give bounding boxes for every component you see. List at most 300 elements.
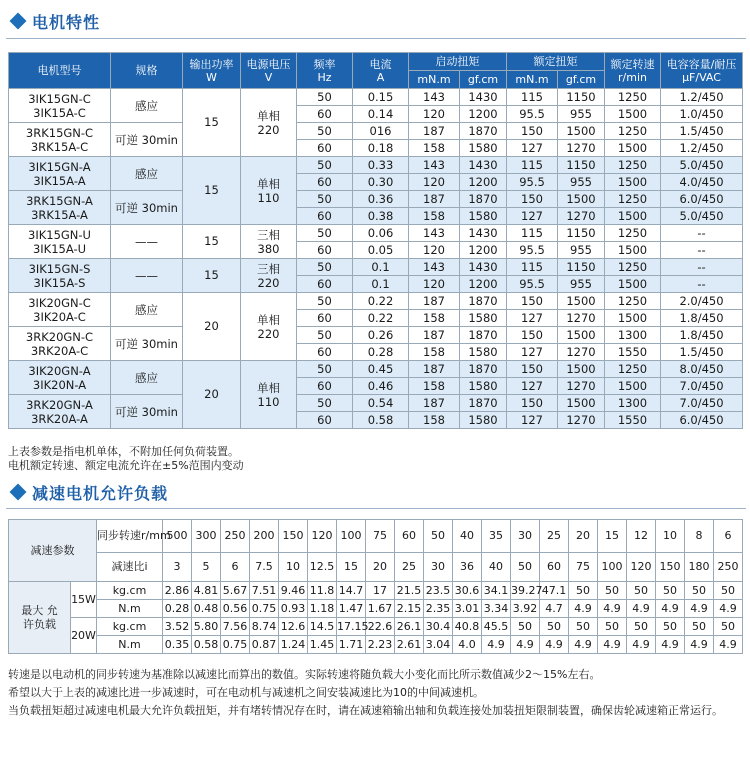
load-value-cell: 3.04 (424, 636, 453, 654)
frequency-cell: 50 (297, 225, 353, 242)
header-spec: 规格 (111, 53, 183, 89)
rated-speed-cell: 1500 (605, 276, 661, 293)
load-value-cell: 50 (685, 618, 714, 636)
sync-speed-cell: 6 (714, 520, 743, 553)
load-value-cell: 1.24 (279, 636, 308, 654)
current-cell: 0.38 (353, 208, 409, 225)
unit-cell: kg.cm (97, 618, 163, 636)
current-cell: 0.36 (353, 191, 409, 208)
load-value-cell: 22.6 (366, 618, 395, 636)
load-value-cell: 0.75 (250, 600, 279, 618)
start-torque-gfcm-cell: 1580 (460, 140, 507, 157)
start-torque-mnm-cell: 158 (409, 140, 460, 157)
capacitor-cell: 8.0/450 (661, 361, 743, 378)
load-value-cell: 50 (627, 582, 656, 600)
load-value-cell: 4.9 (511, 636, 540, 654)
ratio-cell: 40 (482, 553, 511, 582)
load-value-cell: 50 (598, 618, 627, 636)
param-label: 减速参数 (9, 520, 97, 582)
load-value-cell: 5.67 (221, 582, 250, 600)
load-value-cell: 4.0 (453, 636, 482, 654)
rated-torque-mnm-cell: 127 (507, 140, 558, 157)
footnote: 希望以大于上表的减速比进一步减速时，可在电动机与减速机之间安装减速比为10的中间减速机。 (8, 686, 484, 699)
ratio-label: 减速比i (97, 553, 163, 582)
capacitor-cell: 1.5/450 (661, 123, 743, 140)
start-torque-gfcm-cell: 1580 (460, 378, 507, 395)
power-cell: 15 (183, 89, 241, 157)
start-torque-mnm-cell: 187 (409, 361, 460, 378)
rated-torque-gfcm-cell: 1150 (558, 225, 605, 242)
start-torque-mnm-cell: 143 (409, 259, 460, 276)
ratio-cell: 120 (627, 553, 656, 582)
footnote: 当负载扭矩超过减速电机最大允许负载扭矩，并有堵转情况存在时，请在减速箱输出轴和负载连接处加装扭矩限制装置，确保齿轮减速箱正常运行。 (8, 704, 723, 717)
load-value-cell: 50 (511, 618, 540, 636)
current-cell: 0.33 (353, 157, 409, 174)
rated-torque-gfcm-cell: 1500 (558, 327, 605, 344)
rated-torque-mnm-cell: 95.5 (507, 174, 558, 191)
motor-specs-body (9, 89, 743, 429)
current-cell: 0.14 (353, 106, 409, 123)
rated-torque-gfcm-cell: 1270 (558, 344, 605, 361)
ratio-cell: 3 (163, 553, 192, 582)
current-cell: 0.05 (353, 242, 409, 259)
sync-speed-cell: 60 (395, 520, 424, 553)
frequency-cell: 60 (297, 412, 353, 429)
current-cell: 016 (353, 123, 409, 140)
ratio-cell: 25 (395, 553, 424, 582)
sync-speed-cell: 30 (511, 520, 540, 553)
load-value-cell: 50 (540, 618, 569, 636)
sync-speed-cell: 50 (424, 520, 453, 553)
load-value-cell: 0.35 (163, 636, 192, 654)
load-value-cell: 4.9 (685, 600, 714, 618)
model-cell: 3RK15GN-C 3RK15A-C (9, 123, 111, 157)
load-value-cell: 0.87 (250, 636, 279, 654)
ratio-cell: 12.5 (308, 553, 337, 582)
ratio-cell: 180 (685, 553, 714, 582)
load-value-cell: 50 (656, 582, 685, 600)
voltage-cell: 单相 220 (241, 293, 297, 361)
rated-torque-mnm-cell: 127 (507, 344, 558, 361)
load-value-cell: 3.52 (163, 618, 192, 636)
rated-speed-cell: 1250 (605, 259, 661, 276)
power-cell: 15 (183, 157, 241, 225)
load-value-cell: 14.5 (308, 618, 337, 636)
capacitor-cell: 5.0/450 (661, 157, 743, 174)
spec-cell: 感应 (111, 157, 183, 191)
load-value-cell: 0.48 (192, 600, 221, 618)
footnote: 转速是以电动机的同步转速为基准除以减速比而算出的数值。实际转速将随负载大小变化而比所示数值减少2～15%左右。 (8, 668, 601, 681)
sync-speed-cell: 25 (540, 520, 569, 553)
unit-cell: N.m (97, 636, 163, 654)
load-value-cell: 30.6 (453, 582, 482, 600)
load-value-cell: 50 (598, 582, 627, 600)
rated-torque-gfcm-cell: 1150 (558, 259, 605, 276)
capacitor-cell: 7.0/450 (661, 378, 743, 395)
current-cell: 0.1 (353, 276, 409, 293)
rated-speed-cell: 1250 (605, 123, 661, 140)
unit-cell: N.m (97, 600, 163, 618)
current-cell: 0.06 (353, 225, 409, 242)
load-value-cell: 17.15 (337, 618, 366, 636)
load-value-cell: 4.9 (569, 636, 598, 654)
table-row (9, 225, 743, 242)
start-torque-gfcm-cell: 1580 (460, 412, 507, 429)
power-cell: 20 (183, 361, 241, 429)
load-value-cell: 4.9 (569, 600, 598, 618)
rated-speed-cell: 1550 (605, 344, 661, 361)
current-cell: 0.22 (353, 293, 409, 310)
load-value-cell: 4.9 (482, 636, 511, 654)
rated-torque-mnm-cell: 115 (507, 225, 558, 242)
ratio-cell: 75 (569, 553, 598, 582)
header-start-torque: 启动扭矩 (409, 53, 507, 71)
spec-cell: —— (111, 259, 183, 293)
rated-torque-mnm-cell: 150 (507, 361, 558, 378)
load-value-cell: 0.75 (221, 636, 250, 654)
voltage-cell: 单相 110 (241, 361, 297, 429)
sync-speed-cell: 10 (656, 520, 685, 553)
rated-torque-gfcm-cell: 1500 (558, 293, 605, 310)
load-value-cell: 23.5 (424, 582, 453, 600)
sync-speed-cell: 75 (366, 520, 395, 553)
table-row (9, 361, 743, 378)
load-value-cell: 17 (366, 582, 395, 600)
load-value-cell: 4.9 (685, 636, 714, 654)
diamond-bullet-icon (10, 13, 27, 30)
frequency-cell: 50 (297, 259, 353, 276)
capacitor-cell: 6.0/450 (661, 412, 743, 429)
frequency-cell: 60 (297, 276, 353, 293)
note-line: 上表参数是指电机单体，不附加任何负荷装置。 (8, 445, 239, 458)
current-cell: 0.45 (353, 361, 409, 378)
model-cell: 3RK20GN-C 3RK20A-C (9, 327, 111, 361)
voltage-cell: 单相 220 (241, 89, 297, 157)
rated-torque-gfcm-cell: 1500 (558, 191, 605, 208)
load-row (9, 582, 743, 600)
voltage-cell: 单相 110 (241, 157, 297, 225)
frequency-cell: 50 (297, 395, 353, 412)
rated-torque-gfcm-cell: 955 (558, 174, 605, 191)
sync-speed-cell: 200 (250, 520, 279, 553)
model-cell: 3IK15GN-U 3IK15A-U (9, 225, 111, 259)
rated-torque-gfcm-cell: 1270 (558, 412, 605, 429)
header-voltage: 电源电压 V (241, 53, 297, 89)
ratio-cell: 10 (279, 553, 308, 582)
load-value-cell: 14.7 (337, 582, 366, 600)
sync-speed-label: 同步转速r/mm (97, 520, 163, 553)
header-rated-speed: 额定转速 r/min (605, 53, 661, 89)
load-value-cell: 1.45 (308, 636, 337, 654)
start-torque-mnm-cell: 158 (409, 412, 460, 429)
table-row (9, 293, 743, 310)
section-divider (6, 38, 746, 39)
start-torque-mnm-cell: 187 (409, 327, 460, 344)
load-value-cell: 2.23 (366, 636, 395, 654)
sync-speed-cell: 35 (482, 520, 511, 553)
start-torque-mnm-cell: 187 (409, 123, 460, 140)
sync-speed-cell: 40 (453, 520, 482, 553)
frequency-cell: 50 (297, 89, 353, 106)
motor-power-cell: 20W (71, 618, 97, 654)
ratio-cell: 50 (511, 553, 540, 582)
rated-torque-mnm-cell: 150 (507, 395, 558, 412)
start-torque-mnm-cell: 143 (409, 225, 460, 242)
max-load-label: 最大 允许负载 (9, 582, 71, 654)
sync-speed-cell: 15 (598, 520, 627, 553)
load-value-cell: 11.8 (308, 582, 337, 600)
current-cell: 0.18 (353, 140, 409, 157)
rated-speed-cell: 1300 (605, 395, 661, 412)
table-row (9, 191, 743, 208)
diamond-bullet-icon (10, 484, 27, 501)
start-torque-gfcm-cell: 1870 (460, 123, 507, 140)
load-value-cell: 45.5 (482, 618, 511, 636)
load-value-cell: 1.18 (308, 600, 337, 618)
sync-speed-cell: 12 (627, 520, 656, 553)
spec-cell: 可逆 30min (111, 123, 183, 157)
load-value-cell: 50 (685, 582, 714, 600)
motor-specs-table (8, 52, 743, 429)
start-torque-mnm-cell: 187 (409, 395, 460, 412)
current-cell: 0.26 (353, 327, 409, 344)
model-cell: 3IK20GN-A 3IK20N-A (9, 361, 111, 395)
model-cell: 3IK20GN-C 3IK20A-C (9, 293, 111, 327)
load-row (9, 636, 743, 654)
rated-torque-mnm-cell: 115 (507, 259, 558, 276)
load-value-cell: 0.56 (221, 600, 250, 618)
frequency-cell: 60 (297, 242, 353, 259)
start-torque-mnm-cell: 158 (409, 378, 460, 395)
sync-speed-cell: 250 (221, 520, 250, 553)
model-cell: 3IK15GN-C 3IK15A-C (9, 89, 111, 123)
model-cell: 3RK15GN-A 3RK15A-A (9, 191, 111, 225)
start-torque-gfcm-cell: 1580 (460, 344, 507, 361)
start-torque-mnm-cell: 158 (409, 310, 460, 327)
capacitor-cell: 1.5/450 (661, 344, 743, 361)
frequency-cell: 50 (297, 157, 353, 174)
rated-torque-mnm-cell: 150 (507, 327, 558, 344)
rated-speed-cell: 1500 (605, 310, 661, 327)
capacitor-cell: 5.0/450 (661, 208, 743, 225)
rated-torque-mnm-cell: 95.5 (507, 106, 558, 123)
ratio-cell: 150 (656, 553, 685, 582)
ratio-cell: 6 (221, 553, 250, 582)
current-cell: 0.30 (353, 174, 409, 191)
spec-cell: 感应 (111, 89, 183, 123)
start-torque-mnm-cell: 187 (409, 293, 460, 310)
load-value-cell: 39.27 (511, 582, 540, 600)
rated-speed-cell: 1500 (605, 106, 661, 123)
spec-cell: 感应 (111, 293, 183, 327)
spec-cell: 可逆 30min (111, 395, 183, 429)
load-value-cell: 30.4 (424, 618, 453, 636)
rated-speed-cell: 1500 (605, 242, 661, 259)
load-value-cell: 2.15 (395, 600, 424, 618)
header-unit-gfcm: gf.cm (558, 71, 605, 89)
capacitor-cell: 1.8/450 (661, 327, 743, 344)
frequency-cell: 50 (297, 361, 353, 378)
frequency-cell: 50 (297, 293, 353, 310)
capacitor-cell: 6.0/450 (661, 191, 743, 208)
spec-cell: 可逆 30min (111, 191, 183, 225)
sync-speed-cell: 150 (279, 520, 308, 553)
start-torque-mnm-cell: 120 (409, 242, 460, 259)
load-value-cell: 4.9 (656, 600, 685, 618)
power-cell: 15 (183, 225, 241, 259)
start-torque-gfcm-cell: 1870 (460, 395, 507, 412)
ratio-cell: 20 (366, 553, 395, 582)
load-value-cell: 50 (569, 582, 598, 600)
table-row (9, 327, 743, 344)
load-value-cell: 1.71 (337, 636, 366, 654)
rated-torque-gfcm-cell: 1270 (558, 310, 605, 327)
rated-torque-mnm-cell: 115 (507, 89, 558, 106)
load-value-cell: 21.5 (395, 582, 424, 600)
rated-torque-mnm-cell: 115 (507, 157, 558, 174)
load-value-cell: 3.34 (482, 600, 511, 618)
start-torque-gfcm-cell: 1200 (460, 276, 507, 293)
header-unit-mnm: mN.m (409, 71, 460, 89)
sync-speed-cell: 20 (569, 520, 598, 553)
rated-speed-cell: 1500 (605, 174, 661, 191)
start-torque-gfcm-cell: 1200 (460, 174, 507, 191)
load-value-cell: 4.9 (540, 636, 569, 654)
header-capacitor: 电容容量/耐压 μF/VAC (661, 53, 743, 89)
spec-cell: 可逆 30min (111, 327, 183, 361)
capacitor-cell: 2.0/450 (661, 293, 743, 310)
rated-torque-mnm-cell: 127 (507, 208, 558, 225)
sync-speed-cell: 8 (685, 520, 714, 553)
frequency-cell: 50 (297, 327, 353, 344)
ratio-cell: 5 (192, 553, 221, 582)
sync-speed-cell: 300 (192, 520, 221, 553)
rated-torque-mnm-cell: 95.5 (507, 242, 558, 259)
unit-cell: kg.cm (97, 582, 163, 600)
capacitor-cell: -- (661, 259, 743, 276)
header-model: 电机型号 (9, 53, 111, 89)
capacitor-cell: 1.8/450 (661, 310, 743, 327)
start-torque-mnm-cell: 158 (409, 344, 460, 361)
table-row (9, 123, 743, 140)
current-cell: 0.46 (353, 378, 409, 395)
sync-speed-row (9, 520, 743, 553)
capacitor-cell: 4.0/450 (661, 174, 743, 191)
rated-speed-cell: 1550 (605, 412, 661, 429)
ratio-cell: 15 (337, 553, 366, 582)
rated-speed-cell: 1250 (605, 89, 661, 106)
rated-speed-cell: 1250 (605, 191, 661, 208)
capacitor-cell: 1.0/450 (661, 106, 743, 123)
load-value-cell: 0.58 (192, 636, 221, 654)
rated-torque-gfcm-cell: 1270 (558, 208, 605, 225)
load-value-cell: 5.80 (192, 618, 221, 636)
load-value-cell: 1.47 (337, 600, 366, 618)
start-torque-mnm-cell: 143 (409, 89, 460, 106)
start-torque-gfcm-cell: 1430 (460, 157, 507, 174)
start-torque-gfcm-cell: 1580 (460, 208, 507, 225)
section-title: 减速电机允许负载 (32, 483, 169, 503)
frequency-cell: 50 (297, 191, 353, 208)
load-value-cell: 4.9 (598, 600, 627, 618)
start-torque-mnm-cell: 120 (409, 174, 460, 191)
rated-speed-cell: 1500 (605, 208, 661, 225)
frequency-cell: 60 (297, 174, 353, 191)
start-torque-mnm-cell: 158 (409, 208, 460, 225)
start-torque-gfcm-cell: 1430 (460, 89, 507, 106)
header-current: 电流 A (353, 53, 409, 89)
rated-torque-gfcm-cell: 1270 (558, 378, 605, 395)
model-cell: 3IK15GN-S 3IK15A-S (9, 259, 111, 293)
spec-cell: 感应 (111, 361, 183, 395)
rated-torque-gfcm-cell: 1500 (558, 361, 605, 378)
capacitor-cell: 7.0/450 (661, 395, 743, 412)
capacitor-cell: -- (661, 276, 743, 293)
load-value-cell: 4.9 (656, 636, 685, 654)
sync-speed-cell: 120 (308, 520, 337, 553)
ratio-cell: 100 (598, 553, 627, 582)
load-value-cell: 1.67 (366, 600, 395, 618)
rated-torque-mnm-cell: 127 (507, 310, 558, 327)
start-torque-gfcm-cell: 1200 (460, 106, 507, 123)
load-value-cell: 4.9 (627, 600, 656, 618)
motor-power-cell: 15W (71, 582, 97, 618)
load-value-cell: 4.9 (627, 636, 656, 654)
rated-torque-mnm-cell: 150 (507, 123, 558, 140)
capacitor-cell: 1.2/450 (661, 140, 743, 157)
header-unit-mnm: mN.m (507, 71, 558, 89)
capacitor-cell: -- (661, 225, 743, 242)
ratio-cell: 36 (453, 553, 482, 582)
frequency-cell: 60 (297, 140, 353, 157)
rated-torque-gfcm-cell: 955 (558, 106, 605, 123)
capacitor-cell: -- (661, 242, 743, 259)
start-torque-gfcm-cell: 1870 (460, 361, 507, 378)
rated-torque-mnm-cell: 127 (507, 378, 558, 395)
current-cell: 0.28 (353, 344, 409, 361)
ratio-cell: 30 (424, 553, 453, 582)
gearmotor-load-table (8, 519, 743, 654)
load-value-cell: 47.1 (540, 582, 569, 600)
start-torque-gfcm-cell: 1870 (460, 191, 507, 208)
load-value-cell: 12.6 (279, 618, 308, 636)
sync-speed-cell: 500 (163, 520, 192, 553)
load-value-cell: 7.56 (221, 618, 250, 636)
load-value-cell: 4.9 (714, 636, 743, 654)
frequency-cell: 50 (297, 123, 353, 140)
rated-torque-gfcm-cell: 1500 (558, 395, 605, 412)
section-divider (6, 508, 746, 509)
start-torque-gfcm-cell: 1580 (460, 310, 507, 327)
current-cell: 0.22 (353, 310, 409, 327)
rated-torque-mnm-cell: 95.5 (507, 276, 558, 293)
load-value-cell: 34.1 (482, 582, 511, 600)
frequency-cell: 60 (297, 378, 353, 395)
load-value-cell: 3.92 (511, 600, 540, 618)
ratio-cell: 60 (540, 553, 569, 582)
rated-torque-gfcm-cell: 1150 (558, 157, 605, 174)
load-row (9, 600, 743, 618)
load-value-cell: 50 (656, 618, 685, 636)
load-value-cell: 50 (714, 618, 743, 636)
rated-speed-cell: 1250 (605, 293, 661, 310)
load-value-cell: 50 (714, 582, 743, 600)
table-row (9, 259, 743, 276)
voltage-cell: 三相 220 (241, 259, 297, 293)
rated-torque-gfcm-cell: 955 (558, 242, 605, 259)
rated-torque-gfcm-cell: 1150 (558, 89, 605, 106)
load-value-cell: 3.01 (453, 600, 482, 618)
